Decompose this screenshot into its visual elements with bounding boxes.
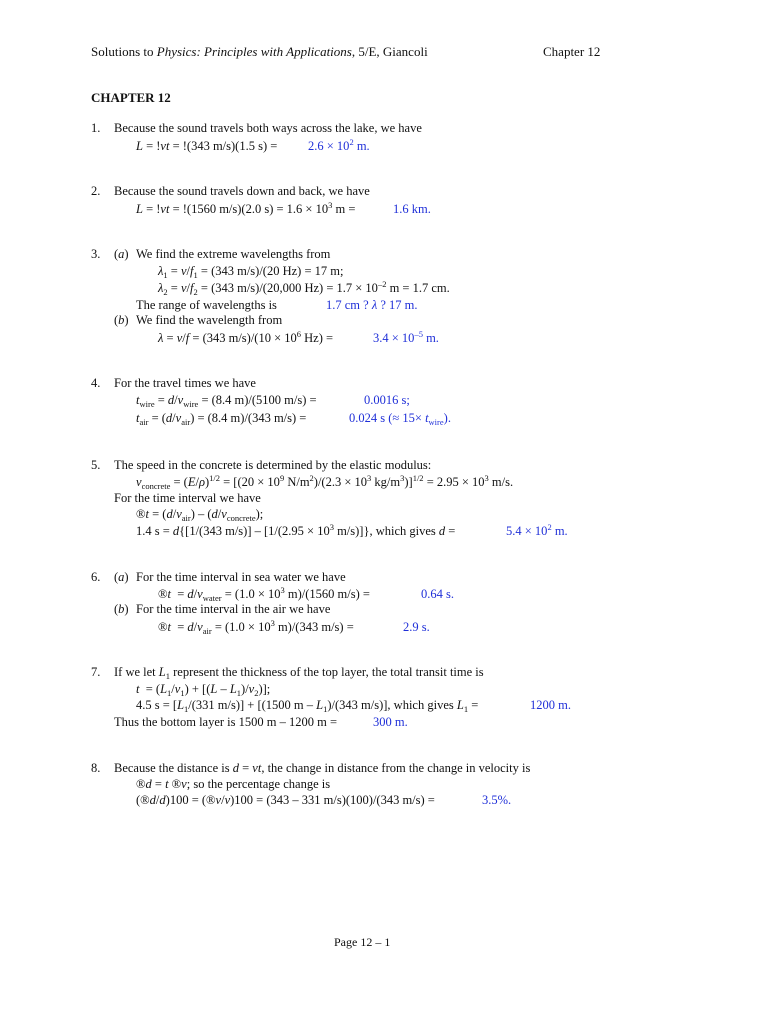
problem-6-equation-2: ®t = $d/v_{air} = (1.0 \times 10^3$ m)/(343 m/s) = bbox=[158, 618, 354, 636]
problem-3-number: 3. bbox=[91, 247, 101, 261]
problem-7-answer-2: 300 m. bbox=[373, 715, 408, 729]
problem-6b-intro: For the time interval in the air we have bbox=[136, 602, 331, 616]
problem-3a-intro: We find the extreme wavelengths from bbox=[136, 247, 331, 261]
problem-6b-label: (b) bbox=[114, 602, 129, 616]
problem-3-range-text: The range of wavelengths is bbox=[136, 298, 277, 312]
problem-4-equation-2: $t_{air} = (d/v_{air}) = (8.4$ m)/(343 m/s) = bbox=[136, 411, 307, 427]
problem-8-answer: 3.5%. bbox=[482, 793, 512, 807]
problem-7-number: 7. bbox=[91, 665, 101, 679]
problem-6-answer-1: 0.64 s. bbox=[421, 587, 454, 601]
problem-3-range-answer: 1.7 cm ? λ ? 17 m. bbox=[326, 298, 418, 312]
problem-5-line-2: For the time interval we have bbox=[114, 491, 261, 505]
problem-1-answer: $2.6 \times 10^2$ m. bbox=[308, 137, 370, 153]
header-prefix: Solutions to bbox=[91, 44, 157, 59]
problem-6-number: 6. bbox=[91, 570, 101, 584]
problem-7-intro: If we let $L_1$ represent the thickness of the top layer, the total transit time is bbox=[114, 665, 484, 681]
problem-1-number: 1. bbox=[91, 121, 101, 135]
problem-4-intro: For the travel times we have bbox=[114, 376, 256, 390]
problem-7-answer-1: 1200 m. bbox=[530, 698, 571, 712]
problem-5-equation-3: 1.4 s = d{[1/(343 $m/s)] - [1/(2.95 \times 10^3$ m/s)]}, which gives d = bbox=[136, 522, 456, 538]
problem-4-number: 4. bbox=[91, 376, 101, 390]
problem-6-equation-1: ®t = $d/v_{water} = (1.0 \times 10^3$ m)/(1560 m/s) = bbox=[158, 585, 370, 603]
problem-3-equation-2: $\lambda_2 = v/f_2 = (343$ m/s)/(20,000 $Hz) = 1.7 \times 10^{-2}$ m = 1.7 cm. bbox=[158, 279, 450, 297]
problem-8-number: 8. bbox=[91, 761, 101, 775]
book-title: Physics: Principles with Applications bbox=[156, 44, 352, 59]
problem-8-equation-1: ®d = t ®v; so the percentage change is bbox=[136, 777, 331, 791]
running-header-right: Chapter 12 bbox=[543, 44, 601, 59]
problem-2-answer: 1.6 km. bbox=[393, 202, 431, 216]
problem-4-equation-1: $t_{wire} = d/v_{wire} = (8.4$ m)/(5100 m/s) = bbox=[136, 393, 317, 409]
problem-3b-intro: We find the wavelength from bbox=[136, 313, 283, 327]
problem-8-intro: Because the distance is d = vt, the change in distance from the change in velocity is bbox=[114, 761, 531, 775]
problem-5-equation-1: $v_{concrete} = (E/\rho)^{1/2} = [(20 \times 10^9$ $N/m^2)/(2.3 \times 10^3$ $kg/m^3)]^{1/2} = 2.95 \times 10^3$ m/s. bbox=[136, 473, 514, 491]
problem-3-answer: $3.4 \times 10^{-5}$ m. bbox=[373, 329, 439, 345]
problem-6a-label: (a) bbox=[114, 570, 129, 584]
problem-3-equation-1: $\lambda_1 = v/f_1 = (343$ m/s)/(20 Hz) = 17 m; bbox=[158, 264, 344, 280]
problem-1-equation: L = !vt = !(343 m/s)(1.5 s) = bbox=[136, 139, 278, 153]
chapter-title: CHAPTER 12 bbox=[91, 90, 171, 105]
problem-3b-label: (b) bbox=[114, 313, 129, 327]
problem-2-equation: L = !vt = !(1560 m/s)(2.0 $s) = 1.6 \times 10^3$ m = bbox=[136, 200, 356, 216]
running-header-left bbox=[91, 44, 428, 60]
problem-5-intro: The speed in the concrete is determined by the elastic modulus: bbox=[114, 458, 432, 472]
problem-6a-intro: For the time interval in sea water we have bbox=[136, 570, 346, 584]
header-suffix: , 5/E, Giancoli bbox=[351, 44, 428, 59]
problem-6-answer-2: 2.9 s. bbox=[403, 620, 430, 634]
problem-3-equation-3: λ = v/f = (343 $m/s)/(10 \times 10^6$ Hz) = bbox=[158, 329, 334, 345]
problem-7-line-3: Thus the bottom layer is 1500 m – 1200 m = bbox=[114, 715, 338, 729]
problem-5-number: 5. bbox=[91, 458, 101, 472]
problem-7-equation-1: $t = (L_1/v_1) + [(L - L_1)/v_2)$]; bbox=[136, 682, 271, 698]
problem-4-answer-1: 0.0016 s; bbox=[364, 393, 410, 407]
problem-4-answer-2: 0.024 s (≈ $15\times t_{wire}$). bbox=[349, 411, 451, 427]
problem-7-equation-2: 4.5 $s = [L_1/(331$ m/s)] + [(1500 m – $L_1)/(343$ m/s)], which gives $L_1$ = bbox=[136, 698, 479, 714]
problem-3a-label: (a) bbox=[114, 247, 129, 261]
problem-2-intro: Because the sound travels down and back, we have bbox=[114, 184, 370, 198]
page-footer: Page 12 – 1 bbox=[334, 935, 391, 949]
problem-2-number: 2. bbox=[91, 184, 101, 198]
problem-5-answer: $5.4 \times 10^2$ m. bbox=[506, 522, 568, 538]
problem-8-equation-2: (®d/d)100 = (®v/v)100 = (343 – 331 m/s)(100)/(343 m/s) = bbox=[136, 793, 435, 807]
problem-5-equation-2: ®t = $(d/v_{air}) - (d/v_{concrete})$; bbox=[136, 507, 264, 523]
problem-1-intro: Because the sound travels both ways across the lake, we have bbox=[114, 121, 422, 135]
